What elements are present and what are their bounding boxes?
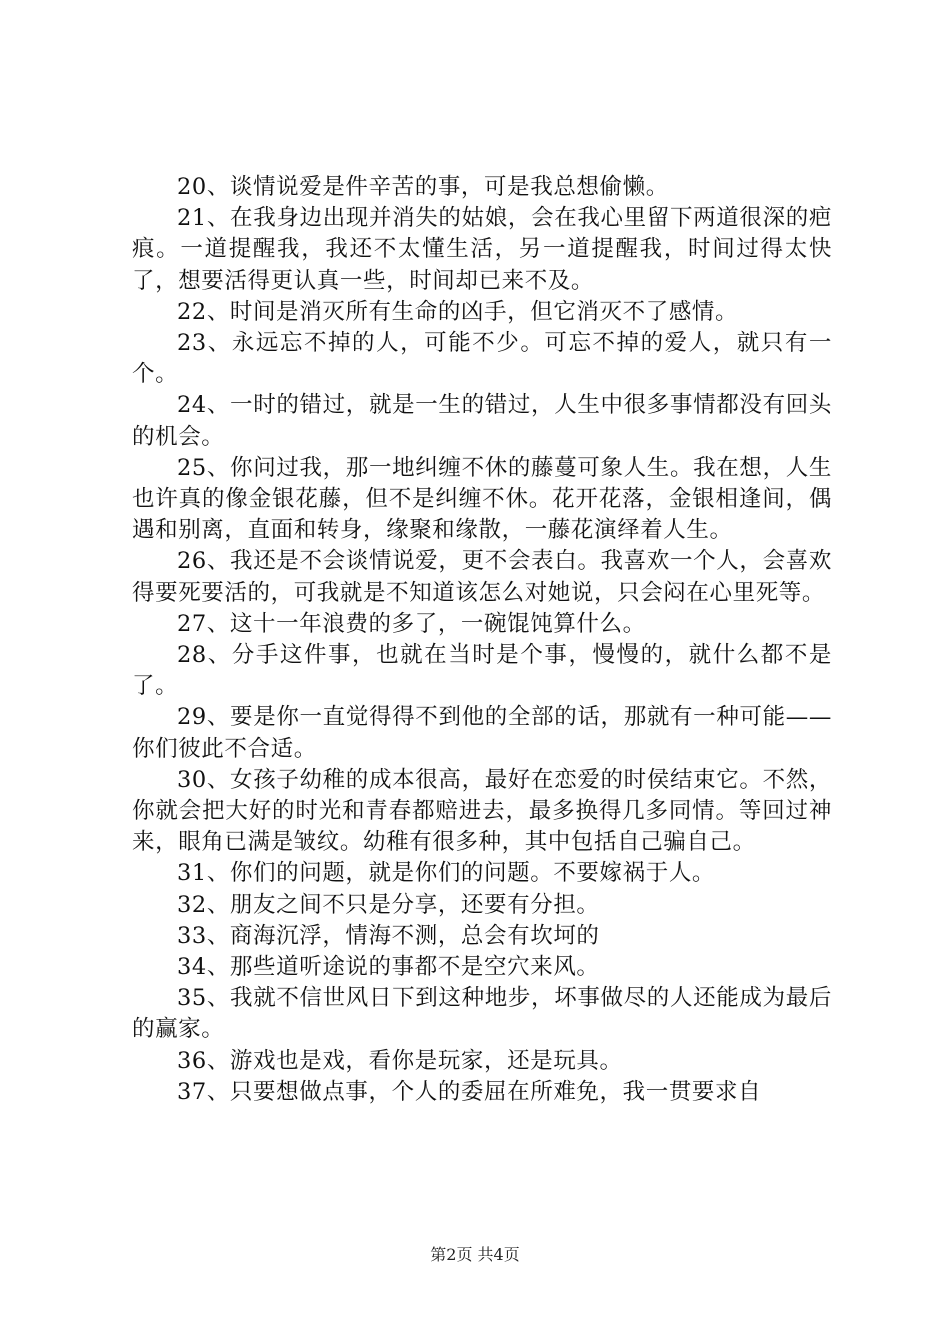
paragraph-34: 34、那些道听途说的事都不是空穴来风。 — [177, 954, 600, 981]
paragraph-24: 24、一时的错过，就是一生的错过，人生中很多事情都没有回头的机会。 — [132, 392, 832, 450]
paragraph-30: 30、女孩子幼稚的成本很高，最好在恋爱的时侯结束它。不然，你就会把大好的时光和青春都赔进去，最多换得几多同情。等回过神来，眼角已满是皱纹。幼稚有很多种，其中包括自己骗自己。 — [132, 766, 832, 856]
paragraph-27: 27、这十一年浪费的多了，一碗馄饨算什么。 — [177, 610, 646, 637]
paragraph-33: 33、商海沉浮，情海不测，总会有坎坷的 — [177, 922, 600, 949]
paragraph-22: 22、时间是消灭所有生命的凶手，但它消灭不了感情。 — [177, 298, 739, 325]
page-number-footer: 第2页 共4页 — [430, 1245, 520, 1264]
paragraph-23: 23、永远忘不掉的人，可能不少。可忘不掉的爱人，就只有一个。 — [132, 330, 832, 388]
paragraph-36: 36、游戏也是戏，看你是玩家，还是玩具。 — [177, 1047, 623, 1074]
document-body — [132, 172, 832, 1108]
paragraph-35: 35、我就不信世风日下到这种地步，坏事做尽的人还能成为最后的赢家。 — [132, 985, 832, 1043]
paragraph-20: 20、谈情说爱是件辛苦的事，可是我总想偷懒。 — [177, 174, 669, 200]
paragraph-28: 28、分手这件事，也就在当时是个事，慢慢的，就什么都不是了。 — [132, 642, 832, 700]
paragraph-25: 25、你问过我，那一地纠缠不休的藤蔓可象人生。我在想，人生也许真的像金银花藤，但不是纠缠不休。花开花落，金银相逢间，偶遇和别离，直面和转身，缘聚和缘散，一藤花演绎着人生。 — [132, 454, 832, 544]
paragraph-32: 32、朋友之间不只是分享，还要有分担。 — [177, 891, 600, 918]
paragraph-37: 37、只要想做点事，个人的委屈在所难免，我一贯要求自 — [177, 1078, 762, 1105]
paragraph-29: 29、要是你一直觉得得不到他的全部的话，那就有一种可能——你们彼此不合适。 — [132, 704, 832, 762]
paragraph-21: 21、在我身边出现并消失的姑娘，会在我心里留下两道很深的疤痕。一道提醒我，我还不太懂生活，另一道提醒我，时间过得太快了，想要活得更认真一些，时间却已来不及。 — [132, 205, 832, 294]
paragraph-26: 26、我还是不会谈情说爱，更不会表白。我喜欢一个人，会喜欢得要死要活的，可我就是不知道该怎么对她说，只会闷在心里死等。 — [132, 548, 832, 606]
paragraph-31: 31、你们的问题，就是你们的问题。不要嫁祸于人。 — [177, 860, 716, 887]
